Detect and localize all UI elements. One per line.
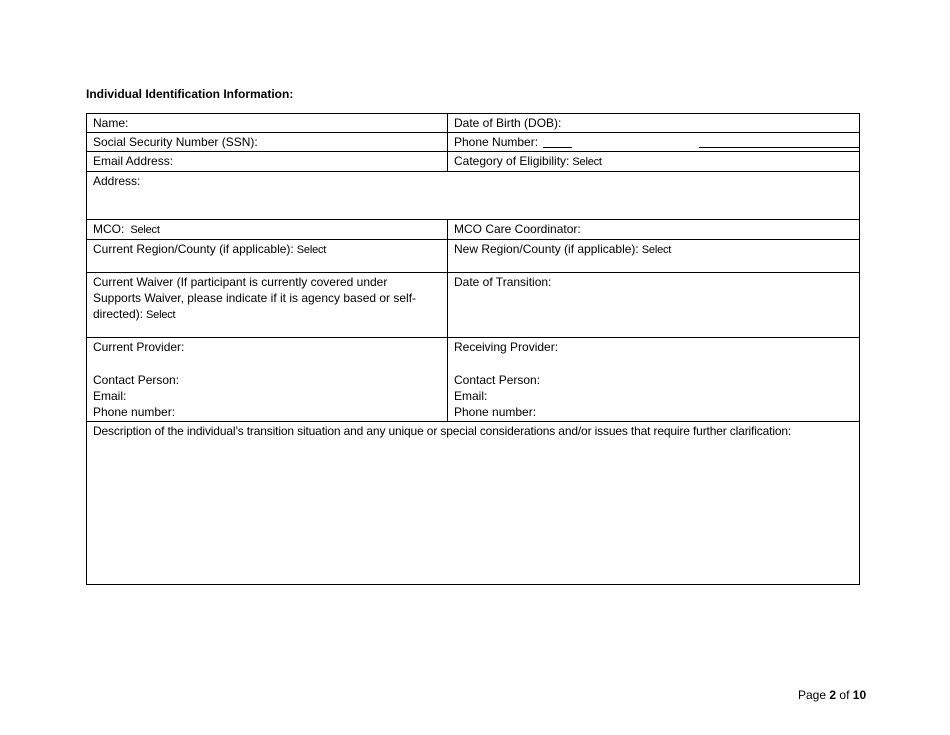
current-waiver-line-3: directed): (93, 307, 144, 321)
mco-label: MCO: (93, 222, 125, 236)
current-provider-label: Current Provider: (93, 340, 185, 354)
current-provider-contact-label: Contact Person: (93, 373, 180, 387)
phone-underline (699, 147, 859, 148)
mco-select[interactable]: Select (130, 224, 160, 236)
current-region-field (87, 240, 448, 273)
current-provider-field[interactable] (87, 338, 448, 422)
dob-underline (543, 147, 572, 148)
receiving-provider-field[interactable] (448, 338, 860, 422)
current-waiver-line-1: Current Waiver (If participant is currently covered under (93, 275, 388, 289)
current-waiver-select[interactable]: Select (146, 309, 176, 321)
mco-field (87, 220, 448, 240)
new-region-field (448, 240, 860, 273)
email-field[interactable] (87, 152, 448, 172)
current-provider-email-label: Email: (93, 389, 127, 403)
category-label: Category of Eligibility: (454, 154, 570, 168)
mco-coordinator-label: MCO Care Coordinator: (454, 222, 581, 236)
current-page-number: 2 (829, 688, 837, 702)
description-field[interactable] (87, 422, 860, 585)
page-word: Page (798, 688, 827, 702)
new-region-select[interactable]: Select (641, 244, 672, 256)
address-field[interactable] (87, 172, 860, 220)
phone-label: Phone Number: (454, 135, 539, 149)
identification-form-table (86, 113, 860, 585)
transition-date-label: Date of Transition: (454, 275, 552, 289)
email-label: Email Address: (93, 154, 174, 168)
mco-coordinator-field[interactable] (448, 220, 860, 240)
ssn-label: Social Security Number (SSN): (93, 135, 258, 149)
current-region-select[interactable]: Select (296, 244, 327, 256)
page-footer (798, 688, 866, 702)
receiving-provider-contact-label: Contact Person: (454, 373, 541, 387)
current-region-label: Current Region/County (if applicable): (93, 242, 294, 256)
ssn-field[interactable] (87, 133, 448, 152)
new-region-label: New Region/County (if applicable): (454, 242, 639, 256)
transition-date-field[interactable] (448, 273, 860, 338)
current-provider-phone-label: Phone number: (93, 405, 176, 419)
address-label: Address: (93, 174, 141, 188)
dob-field[interactable] (448, 114, 860, 133)
name-field[interactable] (87, 114, 448, 133)
current-waiver-field (87, 273, 448, 338)
current-waiver-line-2: Supports Waiver, please indicate if it is agency based or self- (93, 291, 417, 305)
receiving-provider-email-label: Email: (454, 389, 488, 403)
description-label: Description of the individual’s transition situation and any unique or special considerations and/or issues that require further clarification: (93, 424, 792, 438)
receiving-provider-label: Receiving Provider: (454, 340, 559, 354)
category-field (448, 152, 860, 172)
category-select[interactable]: Select (572, 156, 602, 168)
total-pages-number: 10 (852, 688, 867, 702)
phone-field[interactable] (448, 133, 860, 152)
section-heading: Individual Identification Information: (86, 87, 294, 101)
dob-label: Date of Birth (DOB): (454, 116, 562, 130)
of-word: of (839, 688, 850, 702)
name-label: Name: (93, 116, 129, 130)
receiving-provider-phone-label: Phone number: (454, 405, 537, 419)
